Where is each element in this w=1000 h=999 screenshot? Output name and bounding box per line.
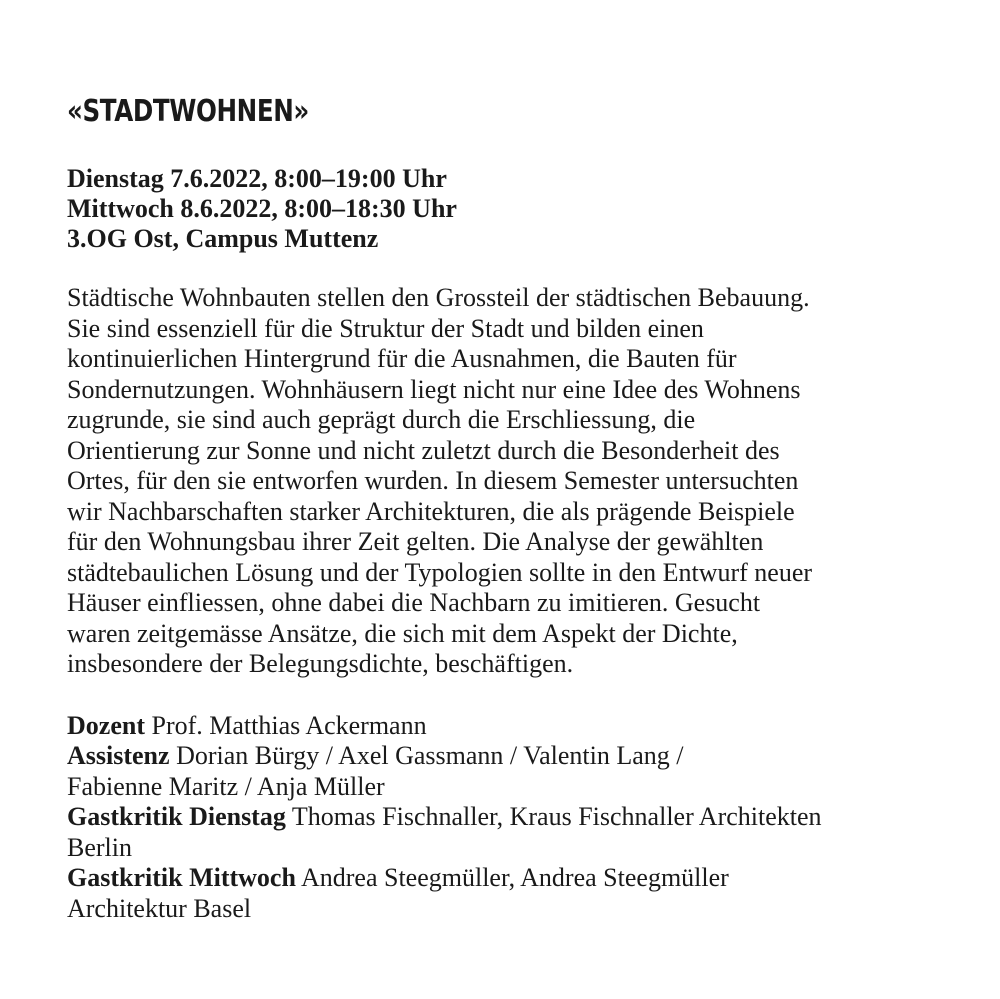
event-details (67, 164, 967, 254)
credit-assistenz (67, 741, 967, 772)
event-date-wednesday: Mittwoch 8.6.2022, 8:00–18:30 Uhr (67, 194, 457, 223)
credit-names: Dorian Bürgy / Axel Gassmann / Valentin Lang / (169, 741, 684, 770)
credit-gastkritik-mittwoch (67, 863, 967, 894)
event-location: 3.OG Ost, Campus Muttenz (67, 224, 379, 253)
description-line: kontinuierlichen Hintergrund für die Ausnahmen, die Bauten für (67, 344, 737, 373)
document-page (67, 94, 967, 924)
credit-role-label: Gastkritik Dienstag (67, 802, 286, 831)
credit-gastkritik-dienstag (67, 802, 967, 833)
description-line: insbesondere der Belegungsdichte, beschäftigen. (67, 649, 574, 678)
credit-role-label: Gastkritik Mittwoch (67, 863, 296, 892)
description-line: Sondernutzungen. Wohnhäusern liegt nicht nur eine Idee des Wohnens (67, 374, 801, 404)
credit-role-label: Dozent (67, 710, 145, 740)
description-paragraph (67, 283, 947, 680)
credits-section (67, 711, 967, 925)
credit-role-label: Assistenz (67, 741, 170, 770)
document-title: «STADTWOHNEN» (67, 94, 309, 129)
description-line: für den Wohnungsbau ihrer Zeit gelten. Die Analyse der gewählten (67, 527, 764, 556)
description-line: Ortes, für den sie entworfen wurden. In diesem Semester untersuchten (67, 466, 799, 495)
description-line: Städtische Wohnbauten stellen den Grossteil der städtischen Bebauung. (67, 283, 810, 312)
credit-assistenz-continued: Fabienne Maritz / Anja Müller (67, 771, 385, 801)
description-line: Orientierung zur Sonne und nicht zuletzt durch die Besonderheit des (67, 435, 780, 465)
credit-gastkritik-mittwoch-continued: Architektur Basel (67, 893, 252, 923)
credit-names: Thomas Fischnaller, Kraus Fischnaller Architekten (285, 802, 822, 831)
description-line: wir Nachbarschaften starker Architekturen, die als prägende Beispiele (67, 496, 795, 526)
credit-names: Prof. Matthias Ackermann (144, 710, 427, 740)
event-date-tuesday: Dienstag 7.6.2022, 8:00–19:00 Uhr (67, 164, 447, 193)
description-line: Häuser einfliessen, ohne dabei die Nachbarn zu imitieren. Gesucht (67, 588, 761, 617)
description-line: Sie sind essenziell für die Struktur der Stadt und bilden einen (67, 313, 704, 343)
description-line: zugrunde, sie sind auch geprägt durch die Erschliessung, die (67, 405, 696, 434)
description-line: städtebaulichen Lösung und der Typologien sollte in den Entwurf neuer (67, 557, 813, 587)
credit-gastkritik-dienstag-continued: Berlin (67, 832, 132, 862)
credit-dozent (67, 711, 967, 742)
credit-names: Andrea Steegmüller, Andrea Steegmüller (295, 863, 729, 892)
description-line: waren zeitgemässe Ansätze, die sich mit dem Aspekt der Dichte, (67, 618, 738, 648)
